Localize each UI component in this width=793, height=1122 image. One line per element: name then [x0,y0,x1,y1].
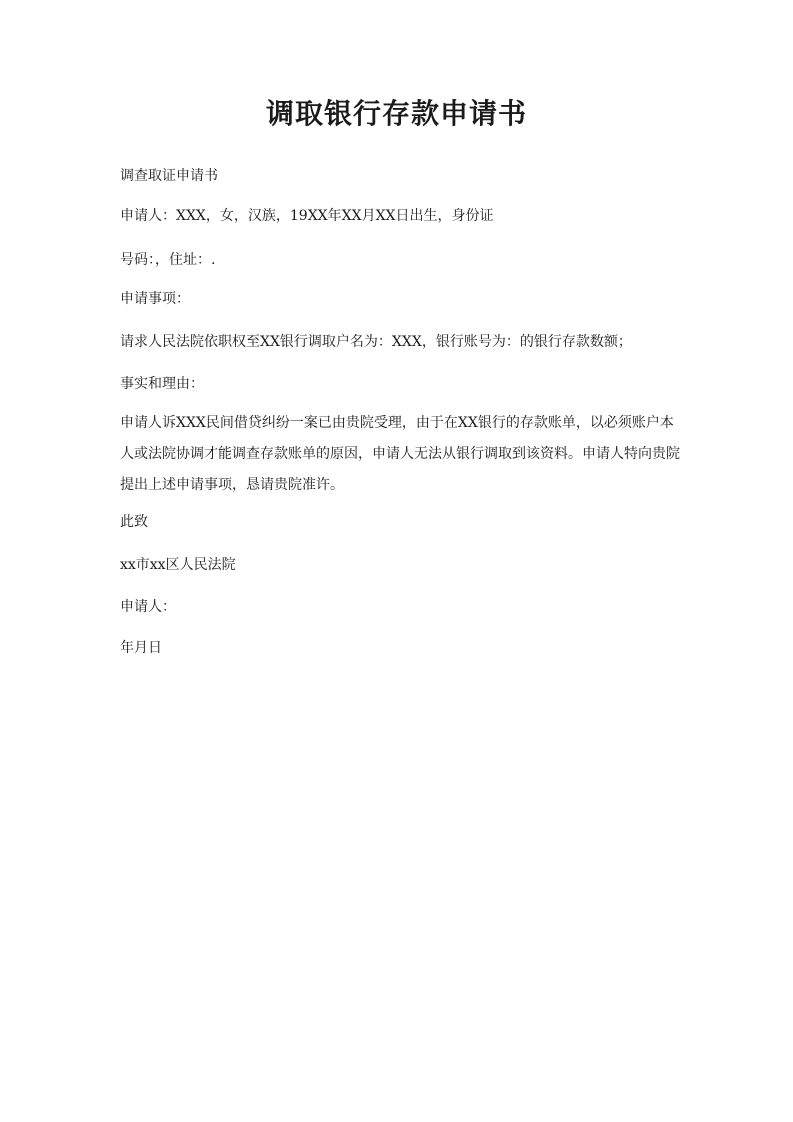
date-paragraph: 年月日 [120,640,162,656]
facts-reasons-heading: 事实和理由： [120,376,204,392]
signature-applicant-paragraph: 申请人： [120,599,176,615]
id-address-paragraph: 号码：，住址：. [120,252,216,268]
request-items-paragraph: 请求人民法院依职权至XX银行调取户名为：XXX，银行账号为：的银行存款数额； [120,334,632,350]
applicant-info-paragraph: 申请人：XXX，女，汉族，19XX年XX月XX日出生，身份证 [120,208,494,224]
document-title: 调取银行存款申请书 [265,97,527,130]
subtitle-paragraph: 调查取证申请书 [120,168,218,184]
facts-reasons-paragraph: 申请人诉XXX民间借贷纠纷一案已由贵院受理，由于在XX银行的存款账单，以必须账户本人或法院协调才能调查存款账单的原因，申请人无法从银行调取到该资料。申请人特向贵院提出上述申请事项，恳请贵院准许。 [120,415,680,493]
request-items-heading: 申请事项： [120,291,190,307]
court-name-paragraph: xx市xx区人民法院 [120,557,236,573]
salutation-paragraph: 此致 [120,514,148,530]
